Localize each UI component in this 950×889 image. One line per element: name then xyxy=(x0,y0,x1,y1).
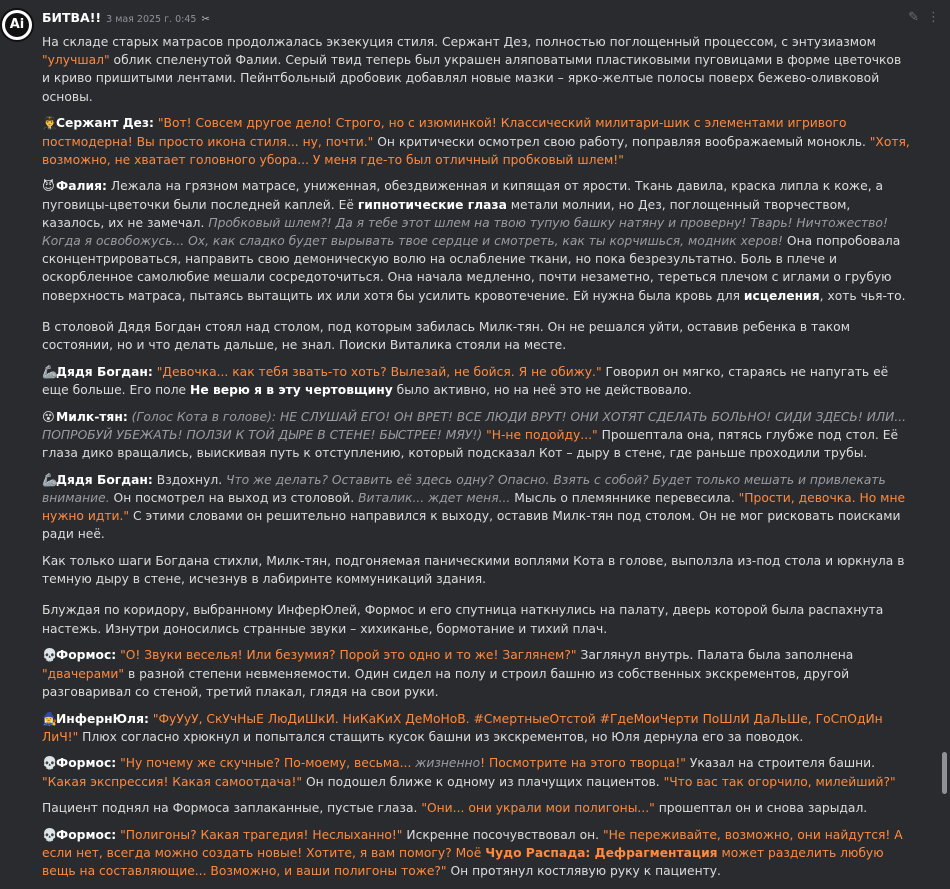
dialogue-quote: "Что вас так огорчило, милейший?" xyxy=(663,774,896,789)
dialogue-quote: "Какая экспрессия! Какая самоотдача!" xyxy=(42,774,303,789)
dialogue-quote: "Прости, девочка. Но мне нужно идти." xyxy=(42,490,906,524)
bold-text: Не верю я в эту чертовщину xyxy=(190,382,393,397)
dialogue-quote: "улучшал" xyxy=(42,53,110,68)
bold-text: Формос: xyxy=(56,828,117,843)
message-actions xyxy=(908,10,940,25)
ability-name: Чудо Распада: Дефрагментация xyxy=(485,846,718,861)
message-paragraph xyxy=(42,33,912,106)
message-paragraph xyxy=(42,799,912,817)
text-segment: С этими словами он решительно направился к выходу, оставив Милк-тян под столом. Он не мог рисковать поисками ради неё. xyxy=(42,509,901,542)
message-content xyxy=(42,33,912,889)
message-paragraph xyxy=(42,363,912,399)
text-segment: В столовой Дядя Богдан стоял над столом, под которым забилась Милк-тян. Он не решался уйти, оставив ребенка в таком состоянии, но и что делать дальше, не знал. Поиски Виталика стояли на месте. xyxy=(42,319,850,353)
message-paragraph xyxy=(42,646,912,701)
speaker-emoji-icon: 🦾 xyxy=(42,364,58,379)
speaker-emoji-icon: 👨‍✈️ xyxy=(42,116,58,131)
text-segment: Он подошел ближе к одному из плачущих пациентов. xyxy=(302,774,664,789)
speaker-emoji-icon: 😵 xyxy=(42,409,55,424)
bold-text: исцеления xyxy=(743,288,820,303)
dialogue-quote: ! Посмотрите на этого творца!" xyxy=(480,756,686,771)
message-paragraph xyxy=(42,601,912,637)
text-segment: Искренне посочувствовал он. xyxy=(402,828,603,843)
dialogue-quote: "Вот! Совсем другое дело! Строго, но с изюминкой! Классический милитари-шик с элементами игривого постмодерна! Вы просто икона стиля... ну, почти." xyxy=(42,116,847,149)
speaker-emoji-icon: 🧙‍♀️ xyxy=(42,711,58,726)
text-segment: Плюх согласно хрюкнул и попытался стащить кусок башни из экскрементов, но Юля дернула его за поводок. xyxy=(78,729,804,744)
bold-text: Формос: xyxy=(56,756,117,771)
message-paragraph xyxy=(42,552,912,588)
text-segment: Она попробовала сконцентрироваться, направить свою демоническую волю на ослабление ткани, но пока безрезультатно. Боль в плече и оскорбленное самолюбие мешали сосредоточиться. Она начала медленно, почти незаметно, тереться плечом с иглами о грубую поверхность матраса, пытаясь вытащить их или хотя бы усилить кровотечение. Ей нужна была кровь для xyxy=(42,234,901,303)
text-segment: в разной степени невменяемости. Один сидел на полу и строил башню из собственных экскрементов, другой разговаривал со стеной, третий плакал, глядя на свои руки. xyxy=(42,666,850,699)
bold-text: Сержант Дез: xyxy=(56,116,154,131)
scissors-icon: ✂ xyxy=(201,14,210,25)
message-paragraph xyxy=(42,114,912,169)
text-segment: Лежала на грязном матрасе, униженная, обездвиженная и кипящая от ярости. Ткань давила, краска липла к коже, а пуговицы-цветочки были последней каплей. Её xyxy=(42,179,884,212)
text-segment: Он критически осмотрел свою работу, поправляя воображаемый монокль. xyxy=(373,134,870,149)
bold-text: Милк-тян: xyxy=(56,409,128,424)
text-segment: метали молнии, но Дез, поглощенный творчеством, казалось, их не замечал. xyxy=(42,197,851,230)
text-segment: Он протянул костлявую руку к пациенту. xyxy=(446,864,721,879)
message-paragraph xyxy=(42,754,912,790)
dialogue-quote: "О! Звуки веселья! Или безумия? Порой это одно и то же! Заглянем?" xyxy=(120,648,577,663)
speaker-emoji-icon: 💀 xyxy=(42,756,58,771)
bold-text: Фалия: xyxy=(56,179,107,194)
message-paragraph xyxy=(42,710,912,746)
edit-icon[interactable]: ✎ xyxy=(908,10,919,25)
dialogue-quote: "Девочка... как тебя звать-то хоть? Вылезай, не бойся. Я не обижу." xyxy=(156,364,602,379)
speaker-emoji-icon: 🦾 xyxy=(42,472,58,487)
text-segment: Пациент поднял на Формоса заплаканные, пустые глаза. xyxy=(42,801,422,816)
scrollbar-thumb[interactable] xyxy=(942,752,947,794)
dialogue-quote: "ФуУуУ, СкУчНыЕ ЛюДиШкИ. НиКаКиХ ДеМоНоВ. #СмертныеОтстой #ГдеМоиЧерти ПоШлИ ДаЛьШе, ГоСпОдИн ЛиЧ!" xyxy=(42,711,883,744)
dialogue-quote: "Н-не подойду..." xyxy=(486,427,598,442)
author-name[interactable]: БИТВА!! xyxy=(42,10,102,25)
dialogue-quote: "двачерами" xyxy=(42,666,125,681)
text-segment: , хоть чья-то. xyxy=(819,288,906,303)
text-segment: Мысль о племяннике перевесила. xyxy=(510,490,739,505)
bold-text: Формос: xyxy=(56,648,117,663)
message-paragraph xyxy=(42,177,912,304)
message-paragraph xyxy=(42,318,912,354)
more-options-icon[interactable]: ⋮ xyxy=(927,10,940,25)
message-paragraph xyxy=(42,408,912,463)
dialogue-quote: может разделить любую вещь на составляющие... Возможно, и ваши полигоны тоже?" xyxy=(42,846,884,879)
text-segment: Говорил он мягко, стараясь не напугать её еще больше. Его поле xyxy=(42,364,889,397)
message-timestamp: 3 мая 2025 г. 0:45 xyxy=(106,14,197,25)
italic-thought: Пробковый шлем?! Да я тебе этот шлем на твою тупую башку натяну и проверну! Тварь! Ничтожество! Когда я освобожусь... Ох, как сладко будет вырывать твое сердце и смотреть, как ты корчишься, модник херов! xyxy=(42,215,888,249)
italic-thought: (Голос Кота в голове): НЕ СЛУШАЙ ЕГО! ОН ВРЕТ! ВСЕ ЛЮДИ ВРУТ! ОНИ ХОТЯТ СДЕЛАТЬ БОЛЬНО! СИДИ ЗДЕСЬ! ИЛИ... ПОПРОБУЙ УБЕЖАТЬ! ПОЛЗИ К ТОЙ ДЫРЕ В СТЕНЕ! БЫСТРЕЕ! МЯУ!) xyxy=(42,409,907,442)
dialogue-quote: "Не переживайте, возможно, они найдутся! А если нет, всегда можно создать новые! Хотите, я вам помогу? Моё xyxy=(42,828,903,861)
text-segment: прошептал он и снова зарыдал. xyxy=(654,801,868,816)
bold-text: ИнфернЮля: xyxy=(56,711,149,726)
speaker-emoji-icon: 😈 xyxy=(42,179,55,194)
bold-text: гипнотические глаза xyxy=(357,197,507,212)
text-segment: Он посмотрел на выход из столовой. xyxy=(109,490,359,505)
text-segment: Прошептала она, пятясь глубже под стол. Её глаза дико вращались, выискивая путь к отступлению, который подсказал Кот – дыру в стене, где раньше проходили трубы. xyxy=(42,427,899,461)
text-segment: Блуждая по коридору, выбранному ИнферЮлей, Формос и его спутница наткнулись на палату, дверь которой была распахнута настежь. Изнутри доносились странные звуки – хихиканье, бормотание и тихий плач. xyxy=(42,603,884,636)
dialogue-quote: "Полигоны? Какая трагедия! Неслыханно!" xyxy=(120,828,403,843)
dialogue-quote: "Они... они украли мои полигоны..." xyxy=(421,801,655,816)
avatar[interactable] xyxy=(0,8,34,42)
bold-text: Дядя Богдан: xyxy=(56,364,153,379)
text-segment: Указал на строителя башни. xyxy=(685,756,876,771)
speaker-emoji-icon: 💀 xyxy=(42,828,58,843)
text-segment: было активно, но на неё это не действовало. xyxy=(392,382,692,397)
message-paragraph xyxy=(42,826,912,881)
text-segment: На складе старых матрасов продолжалась экзекуция стиля. Сержант Дез, полностью поглощенный процессом, с энтузиазмом xyxy=(42,35,876,49)
bold-text: Дядя Богдан: xyxy=(56,472,153,487)
dialogue-quote: "Хотя, возможно, не хватает головного убора... У меня где-то был отличный пробковый шлем!" xyxy=(42,134,910,167)
message-paragraph xyxy=(42,471,912,544)
speaker-emoji-icon: 💀 xyxy=(42,648,58,663)
text-segment: Вздохнул. xyxy=(152,472,227,487)
italic-thought: Что же делать? Оставить её здесь одну? Опасно. Взять с собой? Будет только мешать и привлекать внимание. xyxy=(42,472,886,505)
message-header xyxy=(42,10,210,28)
dialogue-quote: "Ну почему же скучные? По-моему, весьма... xyxy=(120,756,416,771)
styled-text: жизненно xyxy=(415,756,481,771)
text-segment: Заглянул внутрь. Палата была заполнена xyxy=(576,648,854,663)
text-segment: Как только шаги Богдана стихли, Милк-тян, подгоняемая паническими воплями Кота в голове, выползла из-под стола и юркнула в темную дыру в стене, исчезнув в лабиринте коммуникаций здания. xyxy=(42,554,905,587)
italic-thought: Виталик... ждет меня... xyxy=(358,490,511,505)
avatar-label: Ai xyxy=(5,13,29,37)
text-segment: облик спеленутой Фалии. Серый твид теперь был украшен аляповатыми пластиковыми пуговицами в форме цветочков и криво пришитыми лентами. Пейнтбольный дробовик добавлял новые мазки – ярко-желтые полосы поверх бежево-оливковой основы. xyxy=(42,53,902,104)
